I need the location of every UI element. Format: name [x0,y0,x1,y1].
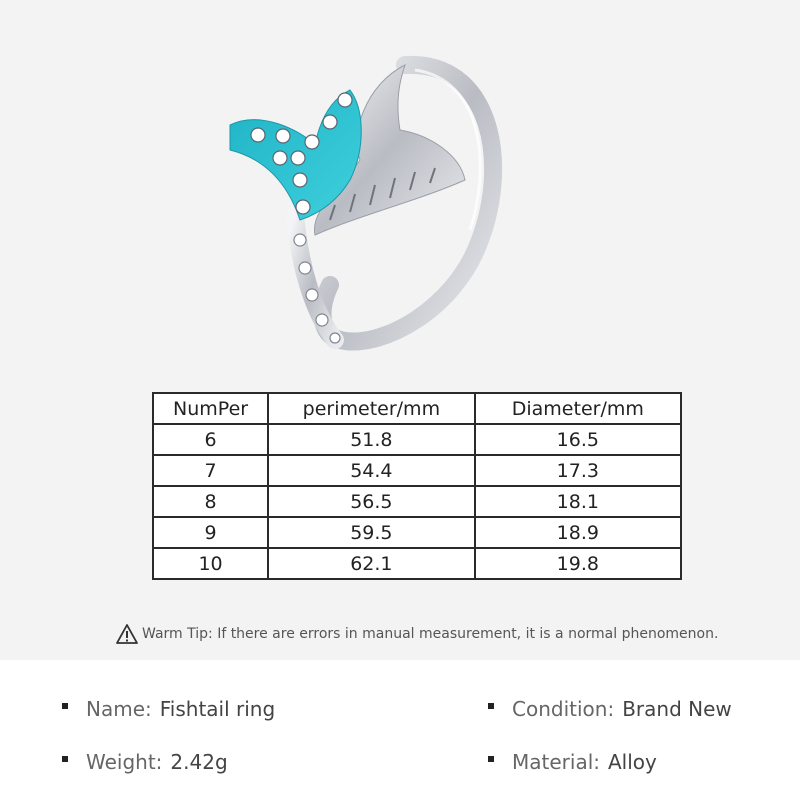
spec-value: Fishtail ring [159,697,276,721]
table-cell: 7 [153,455,268,486]
spec-label: Condition: [512,697,615,721]
spec-label: Name: [86,697,152,721]
spec-weight [62,750,228,774]
spec-label: Material: [512,750,600,774]
spec-value: Alloy [608,750,657,774]
spec-name [62,697,275,721]
spec-label: Weight: [86,750,163,774]
spec-material [488,750,657,774]
column-header: NumPer [153,393,268,424]
bullet-icon [62,703,68,709]
ring-product-image [190,40,520,410]
bullet-icon [62,756,68,762]
warm-tip-text: Warm Tip: If there are errors in manual measurement, it is a normal phenomenon. [142,626,719,642]
table-cell: 9 [153,517,268,548]
size-table [152,392,682,580]
bullet-icon [488,756,494,762]
column-header: perimeter/mm [268,393,474,424]
spec-value: Brand New [622,697,732,721]
table-cell: 8 [153,486,268,517]
table-cell: 56.5 [268,486,474,517]
table-row [153,455,681,486]
warm-tip [116,622,736,646]
spec-condition [488,697,732,721]
table-cell: 54.4 [268,455,474,486]
table-row [153,548,681,579]
warning-triangle-icon [116,624,138,644]
table-cell: 62.1 [268,548,474,579]
column-header: Diameter/mm [475,393,681,424]
table-cell: 51.8 [268,424,474,455]
table-cell: 19.8 [475,548,681,579]
table-cell: 17.3 [475,455,681,486]
table-cell: 16.5 [475,424,681,455]
table-cell: 10 [153,548,268,579]
spec-value: 2.42g [170,750,228,774]
table-cell: 18.9 [475,517,681,548]
table-row [153,486,681,517]
table-header-row [153,393,681,424]
table-cell: 18.1 [475,486,681,517]
table-cell: 59.5 [268,517,474,548]
table-row [153,424,681,455]
table-row [153,517,681,548]
bullet-icon [488,703,494,709]
table-cell: 6 [153,424,268,455]
